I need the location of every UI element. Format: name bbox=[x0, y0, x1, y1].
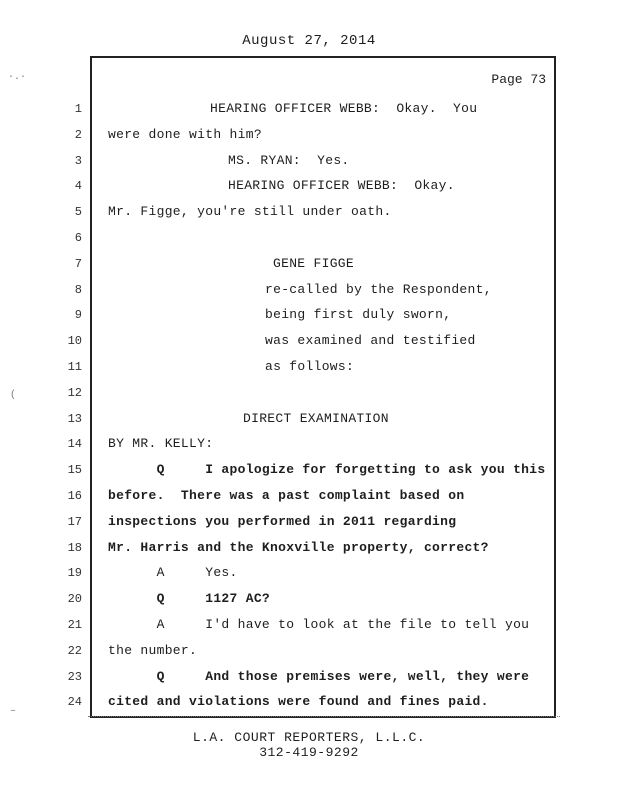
line-number: 15 bbox=[67, 463, 82, 478]
line-number: 4 bbox=[74, 179, 82, 194]
transcript-line-text: Q 1127 AC? bbox=[108, 591, 271, 607]
line-number: 8 bbox=[74, 282, 82, 297]
line-number: 19 bbox=[67, 566, 82, 581]
transcript-line-text: A I'd have to look at the file to tell you bbox=[108, 617, 530, 632]
line-number: 12 bbox=[67, 385, 82, 400]
line-number: 17 bbox=[67, 514, 82, 529]
transcript-line-text: HEARING OFFICER WEBB: Okay. You bbox=[210, 101, 478, 116]
line-number: 10 bbox=[67, 334, 82, 349]
scan-speck: ( bbox=[10, 390, 17, 401]
scan-speck: – bbox=[10, 706, 17, 717]
transcript-line-text: GENE FIGGE bbox=[273, 255, 355, 271]
line-number: 6 bbox=[74, 231, 82, 245]
transcript-line-text: DIRECT EXAMINATION bbox=[243, 410, 389, 426]
page-number: Page 73 bbox=[491, 72, 546, 87]
transcript-line-text: before. There was a past complaint based on bbox=[108, 488, 465, 503]
line-number: 9 bbox=[74, 308, 82, 323]
transcript-line-text: re-called by the Respondent, bbox=[265, 281, 492, 297]
transcript-line-text: was examined and testified bbox=[265, 333, 476, 349]
line-number: 22 bbox=[67, 643, 82, 658]
transcript-line-text: Q And those premises were, well, they were bbox=[108, 668, 530, 684]
transcript-line-text: Mr. Figge, you're still under oath. bbox=[108, 204, 392, 220]
transcript-line-text: cited and violations were found and fines paid. bbox=[108, 694, 489, 710]
transcript-line-text: MS. RYAN: Yes. bbox=[228, 152, 350, 168]
line-number: 20 bbox=[67, 592, 82, 607]
transcript-line-text: as follows: bbox=[265, 359, 355, 374]
transcript-line-text: A Yes. bbox=[108, 565, 238, 581]
transcript-line-text: Q I apologize for forgetting to ask you this bbox=[108, 462, 546, 478]
transcript-line-text: Mr. Harris and the Knoxville property, correct? bbox=[108, 539, 489, 555]
line-number: 11 bbox=[67, 360, 82, 374]
line-number: 23 bbox=[67, 669, 82, 684]
header-date: August 27, 2014 bbox=[242, 33, 376, 49]
line-number: 14 bbox=[67, 437, 82, 452]
line-number: 13 bbox=[67, 411, 82, 426]
line-number: 3 bbox=[74, 153, 82, 168]
transcript-line-text: inspections you performed in 2011 regarding bbox=[108, 513, 457, 529]
transcript-line-text: HEARING OFFICER WEBB: Okay. bbox=[228, 178, 455, 194]
transcript-line-text: the number. bbox=[108, 642, 198, 658]
line-number: 18 bbox=[67, 540, 82, 555]
page-frame-bottom-rule bbox=[88, 716, 560, 718]
transcript-line-text: BY MR. KELLY: bbox=[108, 436, 214, 452]
footer-company: L.A. COURT REPORTERS, L.L.C. bbox=[192, 730, 426, 745]
footer-phone: 312-419-9292 bbox=[259, 745, 359, 760]
line-number: 5 bbox=[74, 205, 82, 220]
line-number: 2 bbox=[74, 127, 82, 142]
line-number: 24 bbox=[67, 695, 82, 710]
line-number: 7 bbox=[74, 256, 82, 271]
line-number: 16 bbox=[67, 489, 82, 503]
transcript-line-text: being first duly sworn, bbox=[265, 307, 452, 323]
transcript-line-text: were done with him? bbox=[108, 126, 262, 142]
scan-speck: ·.· bbox=[8, 72, 27, 83]
line-number: 21 bbox=[67, 618, 82, 632]
line-number: 1 bbox=[74, 102, 82, 116]
